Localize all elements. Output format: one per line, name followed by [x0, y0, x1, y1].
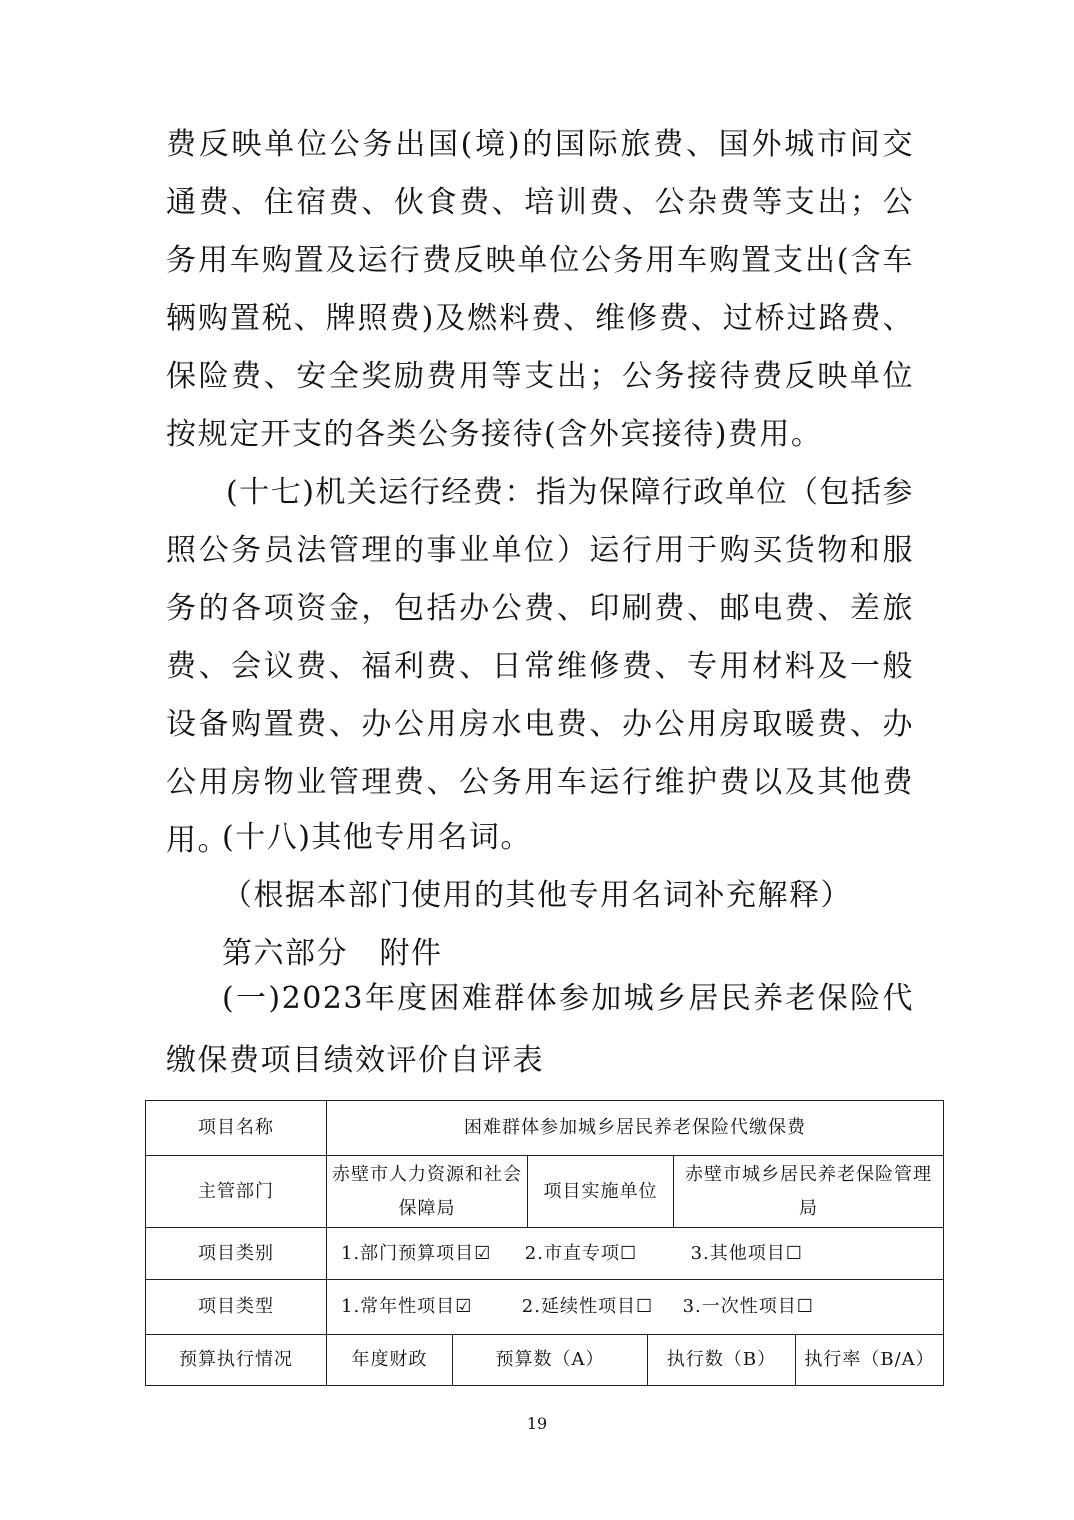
cell-label-category: 项目类别 — [146, 1228, 327, 1280]
cell-budget-a: 预算数（A） — [453, 1335, 648, 1386]
cell-category-options — [327, 1228, 944, 1280]
paragraph-foreign-travel: 费反映单位公务出国(境)的国际旅费、国外城市间交通费、住宿费、伙食费、培训费、公杂费等支出；公务用车购置及运行费反映单位公务用车购置支出(含车辆购置税、牌照费)及燃料费、维修费、过桥过路费、保险费、安全奖励费用等支出；公务接待费反映单位按规定开支的各类公务接待(含外宾接待)费用。 — [166, 127, 914, 452]
attachment-title: (一)2023年度困难群体参加城乡居民养老保险代缴保费项目绩效评价自评表 — [166, 981, 914, 1078]
option-other: 3.其他项目 — [690, 1242, 786, 1264]
cell-type-options — [327, 1280, 944, 1335]
cell-department: 赤壁市人力资源和社会保障局 — [327, 1156, 528, 1228]
paragraph-supplement-note: （根据本部门使用的其他专用名词补充解释） — [222, 878, 852, 913]
table-row — [146, 1335, 944, 1386]
option-one-time: 3.一次性项目 — [682, 1296, 797, 1317]
checkbox-icon: ☐ — [796, 1296, 814, 1317]
cell-annual-finance: 年度财政 — [327, 1335, 453, 1386]
checkbox-icon: ☐ — [785, 1242, 803, 1264]
cell-executed-b: 执行数（B） — [648, 1335, 796, 1386]
cell-label-project-name: 项目名称 — [146, 1101, 327, 1156]
cell-execution-rate: 执行率（B/A） — [796, 1335, 944, 1386]
checked-box-icon: ☑ — [455, 1296, 473, 1317]
page-number: 19 — [526, 1414, 548, 1433]
cell-label-budget-execution: 预算执行情况 — [146, 1335, 327, 1386]
table-row — [146, 1156, 944, 1228]
table-row — [146, 1228, 944, 1280]
table-row — [146, 1280, 944, 1335]
checkbox-icon: ☐ — [619, 1242, 638, 1264]
option-city-special: 2.市直专项 — [524, 1242, 620, 1264]
cell-label-type: 项目类型 — [146, 1280, 327, 1335]
performance-evaluation-table — [145, 1100, 944, 1386]
option-recurring: 1.常年性项目 — [341, 1296, 456, 1317]
option-dept-budget: 1.部门预算项目 — [341, 1242, 475, 1264]
cell-implementing-unit: 赤壁市城乡居民养老保险管理局 — [674, 1156, 944, 1228]
paragraph-operating-expenses: (十七)机关运行经费：指为保障行政单位（包括参照公务员法管理的事业单位）运行用于购买货物和服务的各项资金，包括办公费、印刷费、邮电费、差旅费、会议费、福利费、日常维修费、专用材料及一般设备购置费、办公用房水电费、办公用房取暖费、办公用房物业管理费、公务用车运行维护费以及其他费用。 — [166, 475, 914, 858]
paragraph-other-terms: (十八)其他专用名词。 — [222, 820, 532, 855]
checkbox-icon: ☐ — [635, 1296, 654, 1317]
cell-label-implementing-unit: 项目实施单位 — [528, 1156, 674, 1228]
checked-box-icon: ☑ — [474, 1242, 492, 1264]
table-row — [146, 1101, 944, 1156]
cell-label-department: 主管部门 — [146, 1156, 327, 1228]
section-heading: 第六部分 附件 — [222, 936, 443, 971]
option-continuing: 2.延续性项目 — [521, 1296, 636, 1317]
cell-project-name: 困难群体参加城乡居民养老保险代缴保费 — [327, 1101, 944, 1156]
